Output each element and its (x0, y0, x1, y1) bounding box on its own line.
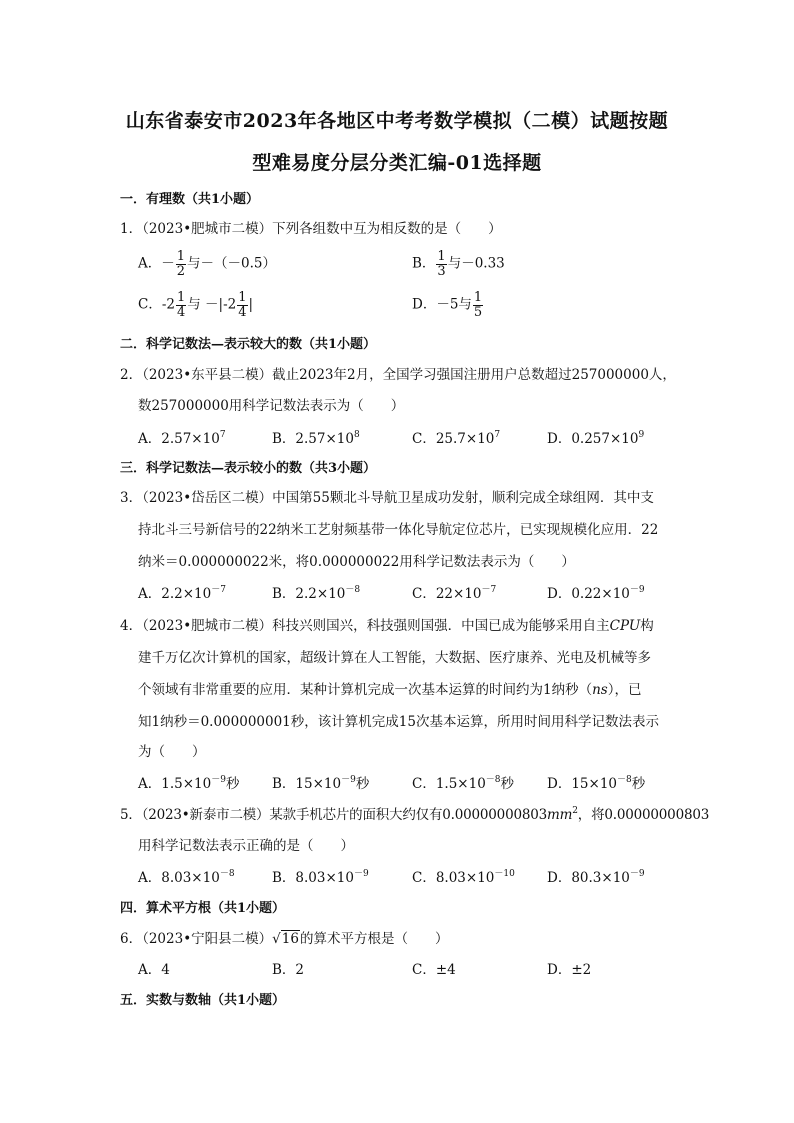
fraction: $\frac{1}{4}$ (176, 290, 186, 320)
question-1-option-d: D．－5与 $\frac{1}{5}$ (412, 290, 483, 320)
question-4-option-b: B．$15\times 10^{-9}$秒 (272, 775, 370, 792)
section-heading-4: 四．算术平方根（共1小题） (120, 901, 286, 916)
question-4-line-1: 4．（2023•肥城市二模）科技兴则国兴，科技强则国强．中国已成为能够采用自主CPU构 (120, 618, 654, 634)
question-4-option-a: A．$1.5\times 10^{-9}$秒 (138, 775, 240, 792)
question-2-option-c: C．$25.7\times 10^7$ (412, 430, 501, 447)
question-5-option-d: D．$80.3\times 10^{-9}$ (547, 869, 645, 886)
question-6-option-c: C．±4 (412, 962, 456, 978)
question-6-option-a: A．4 (138, 962, 170, 978)
section-heading-5: 五．实数与数轴（共1小题） (120, 993, 286, 1008)
question-2-line-1: 2．（2023•东平县二模）截止2023年2月，全国学习强国注册用户总数超过257000000人， (120, 367, 676, 383)
fraction: $\frac{1}{2}$ (176, 249, 186, 279)
document-title-line1: 山东省泰安市2023年各地区中考考数学模拟（二模）试题按题 (125, 110, 669, 132)
question-5-option-b: B．$8.03\times 10^{-9}$ (272, 869, 369, 886)
question-6-stem: 6．（2023•宁阳县二模）√16的算术平方根是（ ） (120, 931, 449, 947)
question-3-option-d: D．$0.22\times 10^{-9}$ (547, 585, 645, 602)
question-4-line-3: 个领域有非常重要的应用．某种计算机完成一次基本运算的时间约为1纳秒（ns），已 (138, 682, 642, 698)
section-heading-3: 三．科学记数法—表示较小的数（共3小题） (120, 461, 377, 476)
question-4-option-c: C．$1.5\times 10^{-8}$秒 (412, 775, 515, 792)
fraction: $\frac{1}{4}$ (238, 290, 247, 320)
question-1-option-b: B． $\frac{1}{3}$ 与－0.33 (412, 249, 505, 279)
question-2-option-a: A．$2.57\times 10^7$ (138, 430, 226, 447)
question-4-line-4: 知1纳秒＝0.000000001秒，该计算机完成15次基本运算，所用时间用科学记数法表示 (138, 714, 659, 730)
fraction: $\frac{1}{5}$ (473, 290, 483, 320)
question-3-option-c: C．$22\times 10^{-7}$ (412, 585, 497, 602)
question-1-option-c: C．-2 $\frac{1}{4}$ 与 －|-2 $\frac{1}{4}$ | (138, 290, 254, 320)
question-4-line-2: 建千万亿次计算机的国家，超级计算在人工智能，大数据、医疗康养、光电及机械等多 (138, 650, 651, 666)
question-1-stem: 1．（2023•肥城市二模）下列各组数中互为相反数的是（ ） (120, 221, 502, 237)
question-6-option-d: D．±2 (547, 962, 592, 978)
question-5-line-2: 用科学记数法表示正确的是（ ） (138, 838, 354, 854)
question-2-line-2: 数257000000用科学记数法表示为（ ） (138, 398, 405, 414)
question-6-option-b: B．2 (272, 962, 305, 978)
question-3-line-3: 纳米＝0.000000022米，将0.000000022用科学记数法表示为（ ） (138, 554, 575, 570)
square-root-symbol: √16 (272, 931, 299, 947)
question-3-line-2: 持北斗三号新信号的22纳米工艺射频基带一体化导航定位芯片，已实现规模化应用．22 (138, 522, 659, 538)
question-2-option-b: B．$2.57\times 10^8$ (272, 430, 360, 447)
question-1-option-a: A．－ $\frac{1}{2}$ 与－（－0.5） (138, 249, 277, 279)
document-title-line2: 型难易度分层分类汇编-01选择题 (252, 152, 542, 174)
question-4-line-5: 为（ ） (138, 744, 206, 760)
question-3-line-1: 3．（2023•岱岳区二模）中国第55颗北斗导航卫星成功发射，顺利完成全球组网．其中支 (120, 490, 654, 506)
question-5-option-c: C．$8.03\times 10^{-10}$ (412, 869, 515, 886)
section-heading-2: 二．科学记数法—表示较大的数（共1小题） (120, 337, 377, 352)
question-3-option-a: A．$2.2\times 10^{-7}$ (138, 585, 226, 602)
question-4-option-d: D．$15\times 10^{-8}$秒 (547, 775, 646, 792)
fraction: $\frac{1}{3}$ (437, 249, 446, 279)
question-2-option-d: D．$0.257\times 10^9$ (547, 430, 645, 447)
question-3-option-b: B．$2.2\times 10^{-8}$ (272, 585, 361, 602)
section-heading-1: 一．有理数（共1小题） (120, 192, 260, 207)
question-5-line-1: 5．（2023•新泰市二模）某款手机芯片的面积大约仅有$0.00000000803mm^2$，将0.00000000803 (120, 806, 710, 823)
question-5-option-a: A．$8.03\times 10^{-8}$ (138, 869, 235, 886)
